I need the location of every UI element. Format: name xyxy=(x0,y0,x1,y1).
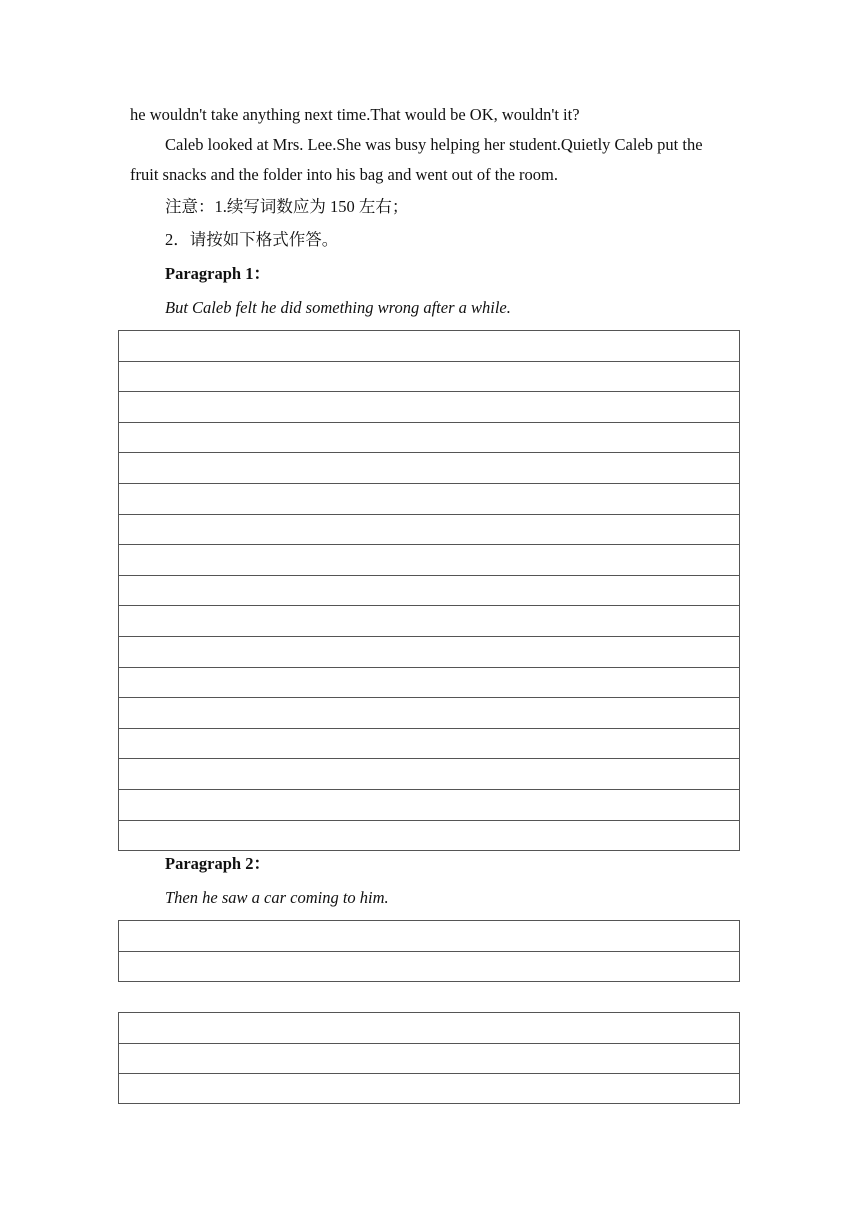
writing-line[interactable] xyxy=(119,952,739,983)
writing-line[interactable] xyxy=(119,759,739,790)
writing-line[interactable] xyxy=(119,790,739,821)
writing-line[interactable] xyxy=(119,576,739,607)
note-format: 2．请按如下格式作答。 xyxy=(165,230,339,249)
writing-line[interactable] xyxy=(119,921,739,952)
writing-line[interactable] xyxy=(119,515,739,546)
writing-line[interactable] xyxy=(119,606,739,637)
writing-line[interactable] xyxy=(119,423,739,454)
writing-line[interactable] xyxy=(119,545,739,576)
writing-line[interactable] xyxy=(119,331,739,362)
passage-line-3: fruit snacks and the folder into his bag and went out of the room. xyxy=(130,165,558,184)
writing-line[interactable] xyxy=(119,362,739,393)
writing-line[interactable] xyxy=(119,392,739,423)
paragraph-1-opening: But Caleb felt he did something wrong after a while. xyxy=(165,298,511,317)
paragraph-1-writing-area[interactable] xyxy=(118,330,740,851)
paragraph-2-heading: Paragraph 2： xyxy=(165,854,270,873)
writing-line[interactable] xyxy=(119,1044,739,1075)
writing-line[interactable] xyxy=(119,484,739,515)
writing-line[interactable] xyxy=(119,668,739,699)
writing-line[interactable] xyxy=(119,698,739,729)
writing-line[interactable] xyxy=(119,729,739,760)
passage-line-1: he wouldn't take anything next time.That would be OK, wouldn't it? xyxy=(130,105,580,124)
note-word-count: 注意：1.续写词数应为 150 左右； xyxy=(165,197,409,216)
writing-line[interactable] xyxy=(119,1013,739,1044)
passage-line-2: Caleb looked at Mrs. Lee.She was busy helping her student.Quietly Caleb put the xyxy=(165,135,703,154)
paragraph-2-writing-area-2[interactable] xyxy=(118,1012,740,1104)
paragraph-2-writing-area-1[interactable] xyxy=(118,920,740,982)
writing-line[interactable] xyxy=(119,453,739,484)
writing-line[interactable] xyxy=(119,1074,739,1105)
writing-line[interactable] xyxy=(119,821,739,852)
paragraph-2-opening: Then he saw a car coming to him. xyxy=(165,888,389,907)
writing-line[interactable] xyxy=(119,637,739,668)
paragraph-1-heading: Paragraph 1： xyxy=(165,264,270,283)
